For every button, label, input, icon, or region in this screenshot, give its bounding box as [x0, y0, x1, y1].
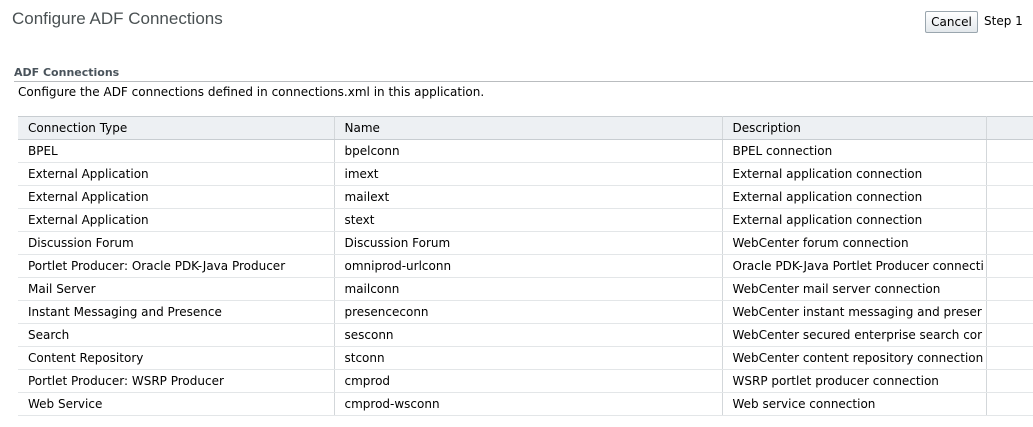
column-header-name[interactable]: Name [334, 117, 722, 140]
cell-description: Web service connection [722, 393, 986, 416]
cell-connection-type: Web Service [18, 393, 334, 416]
cell-name: mailconn [334, 278, 722, 301]
cell-filler [986, 370, 1033, 393]
table-row[interactable] [18, 255, 1033, 278]
column-header-description[interactable]: Description [722, 117, 986, 140]
connections-table-container [18, 116, 1033, 416]
table-row[interactable] [18, 163, 1033, 186]
table-row[interactable] [18, 186, 1033, 209]
table-header-row [18, 117, 1033, 140]
cell-filler [986, 209, 1033, 232]
cell-description: WebCenter forum connection [722, 232, 986, 255]
cell-name: imext [334, 163, 722, 186]
cell-name: presenceconn [334, 301, 722, 324]
cell-filler [986, 278, 1033, 301]
cell-connection-type: External Application [18, 186, 334, 209]
cell-description: External application connection [722, 209, 986, 232]
cell-filler [986, 324, 1033, 347]
table-row[interactable] [18, 301, 1033, 324]
table-row[interactable] [18, 140, 1033, 163]
cell-name: Discussion Forum [334, 232, 722, 255]
table-row[interactable] [18, 232, 1033, 255]
cell-description: External application connection [722, 163, 986, 186]
cell-description: WebCenter content repository connection [722, 347, 986, 370]
column-header-filler [986, 117, 1033, 140]
cell-description: WebCenter mail server connection [722, 278, 986, 301]
cell-name: stconn [334, 347, 722, 370]
cell-name: stext [334, 209, 722, 232]
connections-table-body [18, 140, 1033, 416]
cell-name: cmprod-wsconn [334, 393, 722, 416]
section-title: ADF Connections [14, 66, 120, 79]
table-row[interactable] [18, 209, 1033, 232]
cell-filler [986, 163, 1033, 186]
cell-filler [986, 255, 1033, 278]
table-row[interactable] [18, 393, 1033, 416]
cell-connection-type: Discussion Forum [18, 232, 334, 255]
cell-filler [986, 393, 1033, 416]
table-row[interactable] [18, 370, 1033, 393]
cell-connection-type: Mail Server [18, 278, 334, 301]
cell-connection-type: Search [18, 324, 334, 347]
cell-connection-type: BPEL [18, 140, 334, 163]
cell-name: sesconn [334, 324, 722, 347]
cell-description: WebCenter instant messaging and preser [722, 301, 986, 324]
cell-description: BPEL connection [722, 140, 986, 163]
cell-name: mailext [334, 186, 722, 209]
section-description: Configure the ADF connections defined in connections.xml in this application. [18, 85, 485, 99]
step-indicator: Step 1 [984, 14, 1023, 28]
connections-table [18, 116, 1033, 416]
cell-connection-type: Content Repository [18, 347, 334, 370]
cell-description: External application connection [722, 186, 986, 209]
cancel-button[interactable]: Cancel [925, 11, 978, 33]
section-header [14, 67, 1033, 82]
cell-filler [986, 347, 1033, 370]
cell-filler [986, 186, 1033, 209]
cell-filler [986, 140, 1033, 163]
cell-connection-type: External Application [18, 209, 334, 232]
cell-connection-type: Instant Messaging and Presence [18, 301, 334, 324]
cell-name: bpelconn [334, 140, 722, 163]
cell-connection-type: Portlet Producer: Oracle PDK-Java Producer [18, 255, 334, 278]
table-row[interactable] [18, 278, 1033, 301]
cell-name: omniprod-urlconn [334, 255, 722, 278]
cell-connection-type: External Application [18, 163, 334, 186]
cell-name: cmprod [334, 370, 722, 393]
cell-description: Oracle PDK-Java Portlet Producer connecti [722, 255, 986, 278]
cell-filler [986, 232, 1033, 255]
cell-description: WebCenter secured enterprise search cor [722, 324, 986, 347]
cell-description: WSRP portlet producer connection [722, 370, 986, 393]
cell-connection-type: Portlet Producer: WSRP Producer [18, 370, 334, 393]
page-title: Configure ADF Connections [12, 9, 223, 28]
column-header-connection-type[interactable]: Connection Type [18, 117, 334, 140]
table-row[interactable] [18, 347, 1033, 370]
table-row[interactable] [18, 324, 1033, 347]
cell-filler [986, 301, 1033, 324]
